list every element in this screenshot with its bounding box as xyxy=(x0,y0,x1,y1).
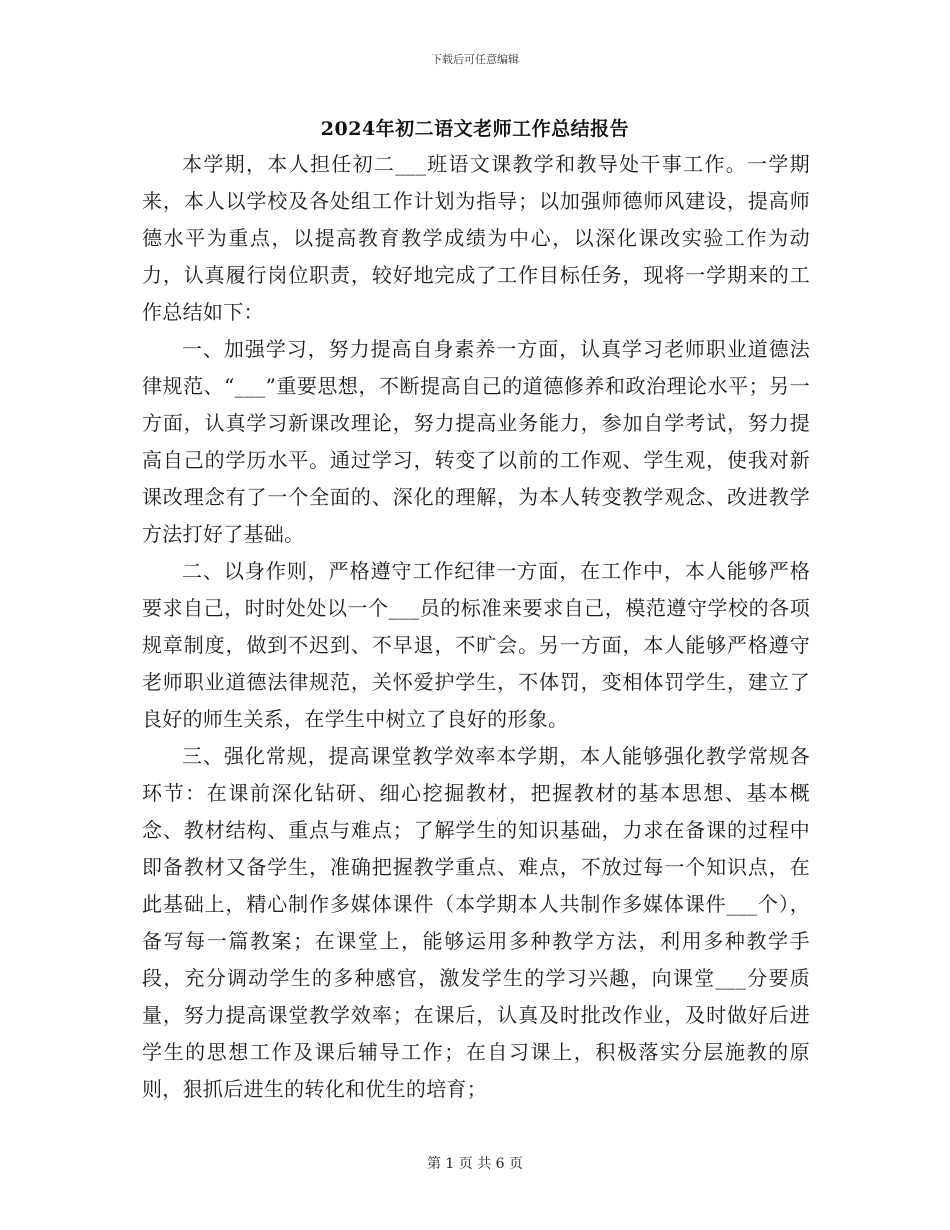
paragraph-section-1: 一、加强学习，努力提高自身素养一方面，认真学习老师职业道德法律规范、“___”重要思想，不断提高自己的道德修养和政治理论水平；另一方面，认真学习新课改理论，努力提高业务能力，参加自学考试，努力提高自己的学历水平。通过学习，转变了以前的工作观、学生观，使我对新课改理念有了一个全面的、深化的理解，为本人转变教学观念、改进教学方法打好了基础。 xyxy=(142,337,810,546)
page-header-note: 下载后可任意编辑 xyxy=(431,53,519,66)
paragraph-section-3: 三、强化常规，提高课堂教学效率本学期，本人能够强化教学常规各环节：在课前深化钻研、细心挖掘教材，把握教材的基本思想、基本概念、教材结构、重点与难点；了解学生的知识基础，力求在备课的过程中即备教材又备学生，准确把握教学重点、难点，不放过每一个知识点，在此基础上，精心制作多媒体课件（本学期本人共制作多媒体课件___个），备写每一篇教案；在课堂上，能够运用多种教学方法，利用多种教学手段，充分调动学生的多种感官，激发学生的学习兴趣，向课堂___分要质量，努力提高课堂教学效率；在课后，认真及时批改作业，及时做好后进学生的思想工作及课后辅导工作；在自习课上，积极落实分层施教的原则，狠抓后进生的转化和优生的培育； xyxy=(142,744,810,1101)
page-number: 第 1 页 共 6 页 xyxy=(426,1156,524,1172)
document-title: 2024年初二语文老师工作总结报告 xyxy=(320,118,630,140)
paragraph-intro: 本学期，本人担任初二___班语文课教学和教导处干事工作。一学期来，本人以学校及各处组工作计划为指导；以加强师德师风建设，提高师德水平为重点，以提高教育教学成绩为中心，以深化课改实验工作为动力，认真履行岗位职责，较好地完成了工作目标任务，现将一学期来的工作总结如下： xyxy=(142,152,810,324)
document-body xyxy=(142,146,810,1108)
paragraph-section-2: 二、以身作则，严格遵守工作纪律一方面，在工作中，本人能够严格要求自己，时时处处以一个___员的标准来要求自己，模范遵守学校的各项规章制度，做到不迟到、不早退，不旷会。另一方面，本人能够严格遵守老师职业道德法律规范，关怀爱护学生，不体罚，变相体罚学生，建立了良好的师生关系，在学生中树立了良好的形象。 xyxy=(142,559,810,731)
